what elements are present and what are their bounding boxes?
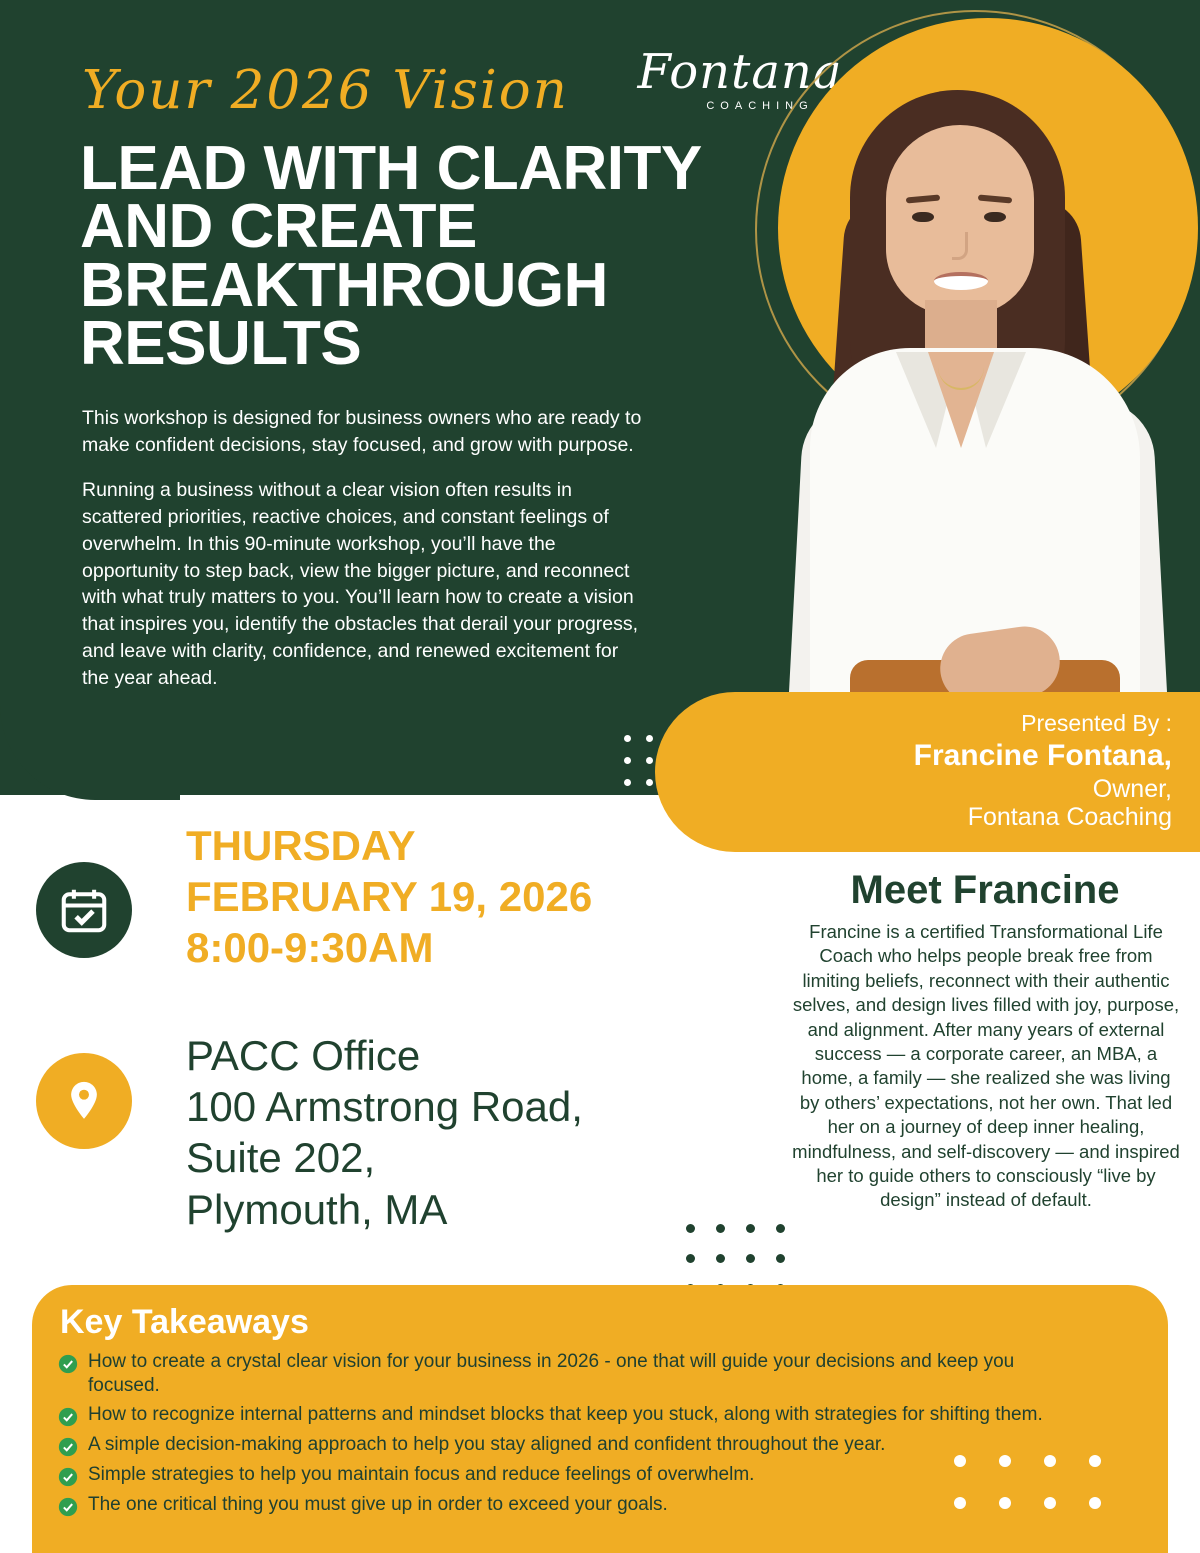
event-day: THURSDAY	[186, 822, 416, 869]
takeaway-item	[58, 1350, 1058, 1397]
key-takeaways-title: Key Takeaways	[60, 1303, 309, 1341]
dot-grid-footer	[954, 1455, 1134, 1539]
meet-francine-body: Francine is a certified Transformational Life Coach who helps people break free from limiting beliefs, reconnect with their authentic selves, and design lives filled with joy, purpose, and alignment. After many years of external success — a corporate career, an MBA, a home, a family — she realized she was living by others’ expectations, not her own. That led her on a journey of deep inner healing, mindfulness, and self-discovery — and inspired her to guide others to consciously “live by design” instead of default.	[792, 921, 1180, 1211]
presenter-role-line-2: Fontana Coaching	[967, 803, 1172, 832]
takeaway-item	[58, 1433, 1058, 1457]
dot	[1044, 1455, 1056, 1467]
event-date-block	[186, 820, 746, 974]
takeaway-text: How to recognize internal patterns and mindset blocks that keep you stuck, along with strategies for shifting them.	[88, 1404, 1043, 1426]
calendar-icon	[36, 862, 132, 958]
takeaway-text: A simple decision-making approach to help you stay aligned and confident throughout the year.	[88, 1434, 886, 1456]
dot	[1044, 1497, 1056, 1509]
dot	[716, 1224, 725, 1233]
dot	[746, 1224, 755, 1233]
event-date: FEBRUARY 19, 2026	[186, 873, 593, 921]
dot	[686, 1254, 695, 1263]
dot	[646, 735, 653, 742]
takeaway-item	[58, 1463, 1058, 1487]
dot	[999, 1455, 1011, 1467]
takeaway-text: How to create a crystal clear vision for your business in 2026 - one that will guide your decisions and keep you focused.	[88, 1351, 1015, 1396]
dot	[646, 779, 653, 786]
brand-logo-name: Fontana	[637, 44, 843, 100]
venue-street: 100 Armstrong Road,	[186, 1083, 583, 1131]
hero-paragraph-2: Running a business without a clear vision often results in scattered priorities, reactive choices, and constant feelings of overwhelm. In this 90-minute workshop, you’ll have the opportunity to step back, view the bigger picture, and reconnect with what truly matters to you. You’ll learn how to create a vision that inspires you, identify the obstacles that derail your progress, and leave with clarity, confidence, and renewed excitement for the year ahead.	[82, 478, 639, 690]
dot	[716, 1254, 725, 1263]
dot	[624, 779, 631, 786]
takeaway-item	[58, 1493, 1058, 1517]
brand-logo-subtitle: COACHING	[706, 100, 814, 112]
presenter-photo	[700, 0, 1200, 795]
dot	[999, 1497, 1011, 1509]
takeaway-text: The one critical thing you must give up in order to exceed your goals.	[88, 1494, 668, 1516]
dot	[954, 1455, 966, 1467]
dot	[624, 735, 631, 742]
check-icon	[58, 1437, 78, 1457]
meet-francine-title: Meet Francine	[850, 868, 1120, 912]
hero-body-copy	[82, 405, 642, 692]
dot	[776, 1224, 785, 1233]
location-pin-icon	[36, 1053, 132, 1149]
script-title: Your 2026 Vision	[82, 60, 569, 121]
dot	[624, 757, 631, 764]
dot	[1089, 1497, 1101, 1509]
headline: LEAD WITH CLARITY AND CREATE BREAKTHROUGH RESULTS	[80, 134, 701, 378]
hero-paragraph-1: This workshop is designed for business owners who are ready to make confident decisions, stay focused, and grow with purpose.	[82, 407, 642, 456]
dot	[1089, 1455, 1101, 1467]
dot	[776, 1254, 785, 1263]
venue-suite: Suite 202,	[186, 1134, 376, 1182]
check-icon	[58, 1407, 78, 1427]
key-takeaways-panel	[32, 1285, 1168, 1553]
presented-by-label: Presented By :	[1021, 710, 1172, 736]
dot	[646, 757, 653, 764]
dot	[686, 1224, 695, 1233]
event-time: 8:00-9:30AM	[186, 924, 434, 972]
dot	[954, 1497, 966, 1509]
event-location-block	[186, 1030, 766, 1235]
venue-city: Plymouth, MA	[186, 1185, 448, 1233]
presenter-role-line-1: Owner,	[1092, 774, 1172, 803]
check-icon	[58, 1354, 78, 1374]
check-icon	[58, 1467, 78, 1487]
dot	[746, 1254, 755, 1263]
venue-name: PACC Office	[186, 1032, 421, 1079]
takeaway-text: Simple strategies to help you maintain focus and reduce feelings of overwhelm.	[88, 1464, 755, 1486]
presenter-name: Francine Fontana,	[913, 739, 1172, 772]
check-icon	[58, 1497, 78, 1517]
takeaway-item	[58, 1403, 1058, 1427]
presenter-portrait-illustration	[700, 0, 1200, 795]
